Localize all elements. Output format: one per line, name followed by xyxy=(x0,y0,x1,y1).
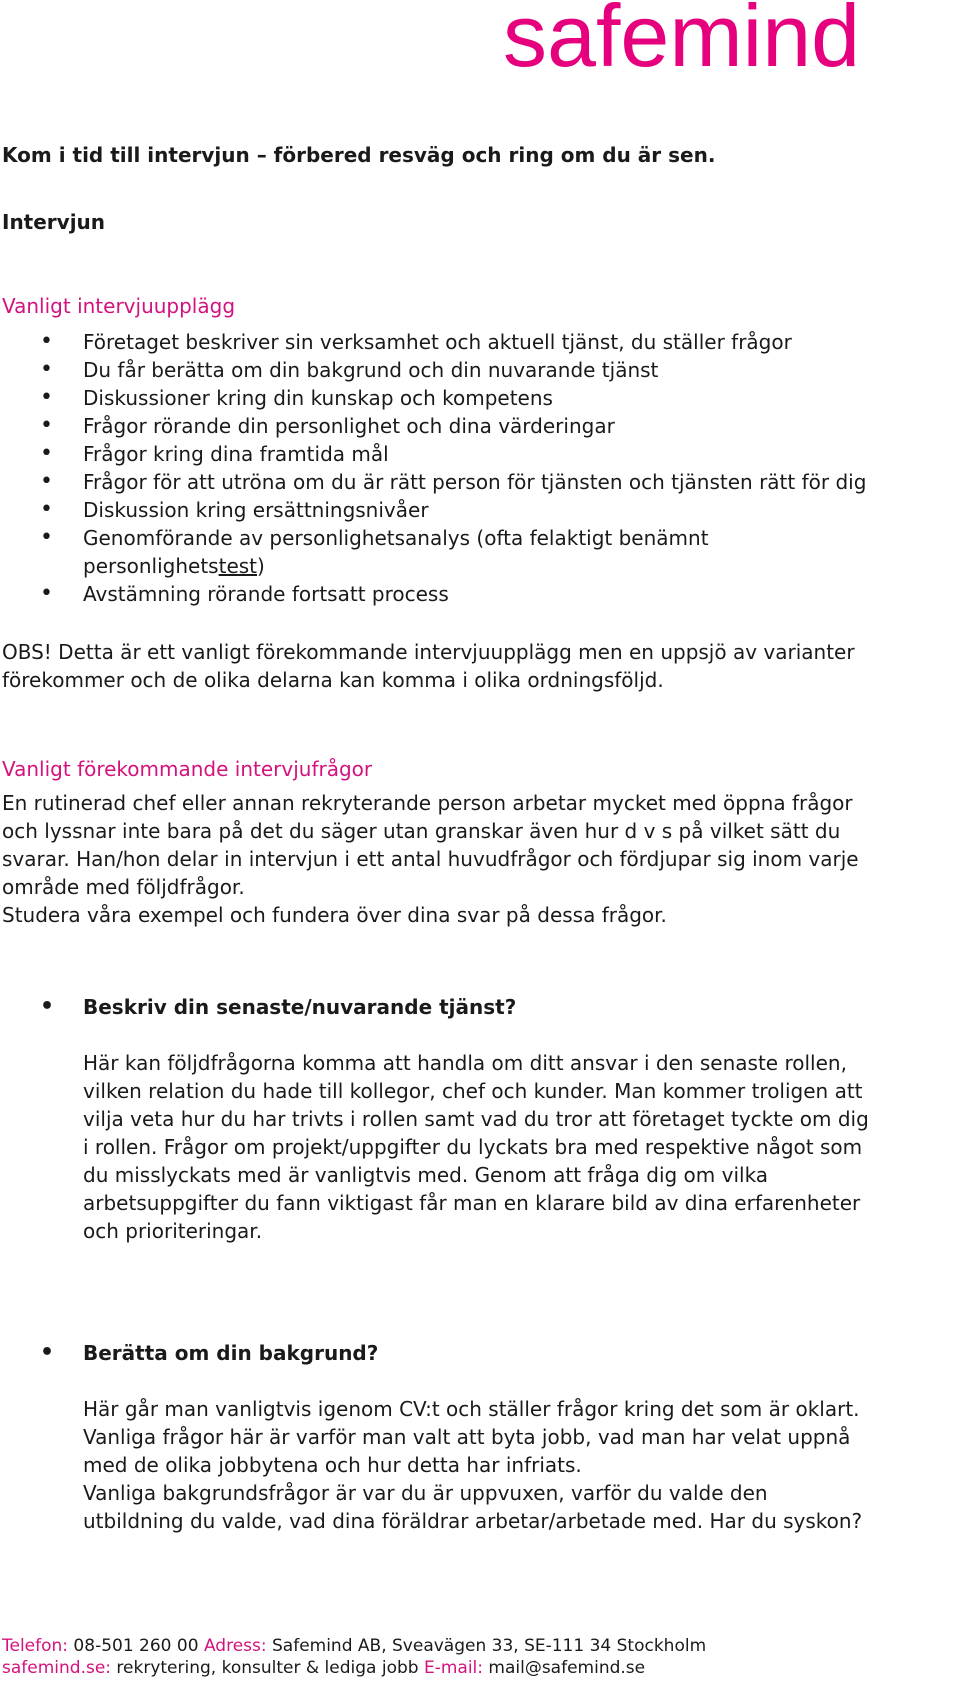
list-item-line: Genomförande av personlighetsanalys (ofta felaktigt benämnt xyxy=(83,526,709,550)
heading-interview-structure: Vanligt intervjuupplägg xyxy=(2,294,236,318)
question-1 xyxy=(0,993,516,1021)
question-title: • Berätta om din bakgrund? xyxy=(0,1339,378,1367)
safemind-logo: safemind xyxy=(503,0,861,85)
answer-line: utbildning du valde, vad dina föräldrar arbetar/arbetade med. Har du syskon? xyxy=(83,1509,863,1533)
underlined-word: test xyxy=(218,554,258,578)
paragraph-line: och lyssnar inte bara på det du säger utan granskar även hur d v s på vilket sätt du xyxy=(2,819,841,843)
email-link[interactable]: mail@safemind.se xyxy=(483,1658,646,1678)
footer-contact-line xyxy=(2,1635,706,1657)
section-title: Intervjun xyxy=(2,210,106,234)
footer-web-line xyxy=(2,1657,645,1679)
phone-label: Telefon: xyxy=(2,1636,69,1656)
list-item: • Frågor kring dina framtida mål xyxy=(0,440,866,468)
obs-line: OBS! Detta är ett vanligt förekommande intervjuupplägg men en uppsjö av varianter xyxy=(2,640,855,664)
paragraph-line: område med följdfrågor. xyxy=(2,875,245,899)
question-2-answer xyxy=(83,1395,862,1535)
website-link[interactable]: safemind.se: xyxy=(2,1658,112,1678)
paragraph-line: En rutinerad chef eller annan rekryterande person arbetar mycket med öppna frågor xyxy=(2,791,853,815)
website-description: rekrytering, konsulter & lediga jobb xyxy=(111,1658,424,1678)
question-1-answer xyxy=(83,1049,869,1245)
intro-line: Kom i tid till intervjun – förbered resväg och ring om du är sen. xyxy=(2,143,716,167)
list-item: • Frågor för att utröna om du är rätt person för tjänsten och tjänsten rätt för dig xyxy=(0,468,866,496)
obs-line: förekommer och de olika delarna kan komma i olika ordningsföljd. xyxy=(2,668,664,692)
answer-line: Här kan följdfrågorna komma att handla om ditt ansvar i den senaste rollen, xyxy=(83,1051,847,1075)
list-item: • Avstämning rörande fortsatt process xyxy=(0,580,866,608)
list-item: • Du får berätta om din bakgrund och din nuvarande tjänst xyxy=(0,356,866,384)
answer-line: du misslyckats med är vanligtvis med. Genom att fråga dig om vilka xyxy=(83,1163,769,1187)
answer-line: Vanliga frågor här är varför man valt att byta jobb, vad man har velat uppnå xyxy=(83,1425,851,1449)
address-value: Safemind AB, Sveavägen 33, SE-111 34 Stockholm xyxy=(266,1636,707,1656)
answer-line: Vanliga bakgrundsfrågor är var du är uppvuxen, varför du valde den xyxy=(83,1481,768,1505)
answer-line: arbetsuppgifter du fann viktigast får man en klarare bild av dina erfarenheter xyxy=(83,1191,861,1215)
list-item: • Diskussioner kring din kunskap och kompetens xyxy=(0,384,866,412)
answer-line: i rollen. Frågor om projekt/uppgifter du lyckats bra med respektive något som xyxy=(83,1135,863,1159)
list-item: • Diskussion kring ersättningsnivåer xyxy=(0,496,866,524)
list-item: • Företaget beskriver sin verksamhet och aktuell tjänst, du ställer frågor xyxy=(0,328,866,356)
answer-line: och prioriteringar. xyxy=(83,1219,263,1243)
answer-line: Här går man vanligtvis igenom CV:t och ställer frågor kring det som är oklart. xyxy=(83,1397,860,1421)
obs-note xyxy=(2,638,855,694)
answer-line: med de olika jobbytena och hur detta har infriats. xyxy=(83,1453,582,1477)
list-item-line: personlighets xyxy=(83,554,219,578)
email-label: E-mail: xyxy=(423,1658,483,1678)
interview-structure-list xyxy=(0,328,866,608)
paragraph-line: Studera våra exempel och fundera över dina svar på dessa frågor. xyxy=(2,903,667,927)
question-2 xyxy=(0,1339,378,1367)
answer-line: vilja veta hur du har trivts i rollen samt vad du tror att företaget tyckte om dig xyxy=(83,1107,869,1131)
answer-line: vilken relation du hade till kollegor, chef och kunder. Man kommer troligen att xyxy=(83,1079,863,1103)
list-item-personality-analysis xyxy=(0,524,866,580)
common-questions-paragraph xyxy=(2,789,859,929)
list-item-line-end: ) xyxy=(257,554,265,578)
list-item: • Frågor rörande din personlighet och dina värderingar xyxy=(0,412,866,440)
heading-common-questions: Vanligt förekommande intervjufrågor xyxy=(2,757,373,781)
address-label: Adress: xyxy=(203,1636,267,1656)
paragraph-line: svarar. Han/hon delar in intervjun i ett antal huvudfrågor och fördjupar sig inom varje xyxy=(2,847,859,871)
question-title: • Beskriv din senaste/nuvarande tjänst? xyxy=(0,993,516,1021)
phone-value[interactable]: 08-501 260 00 xyxy=(68,1636,204,1656)
